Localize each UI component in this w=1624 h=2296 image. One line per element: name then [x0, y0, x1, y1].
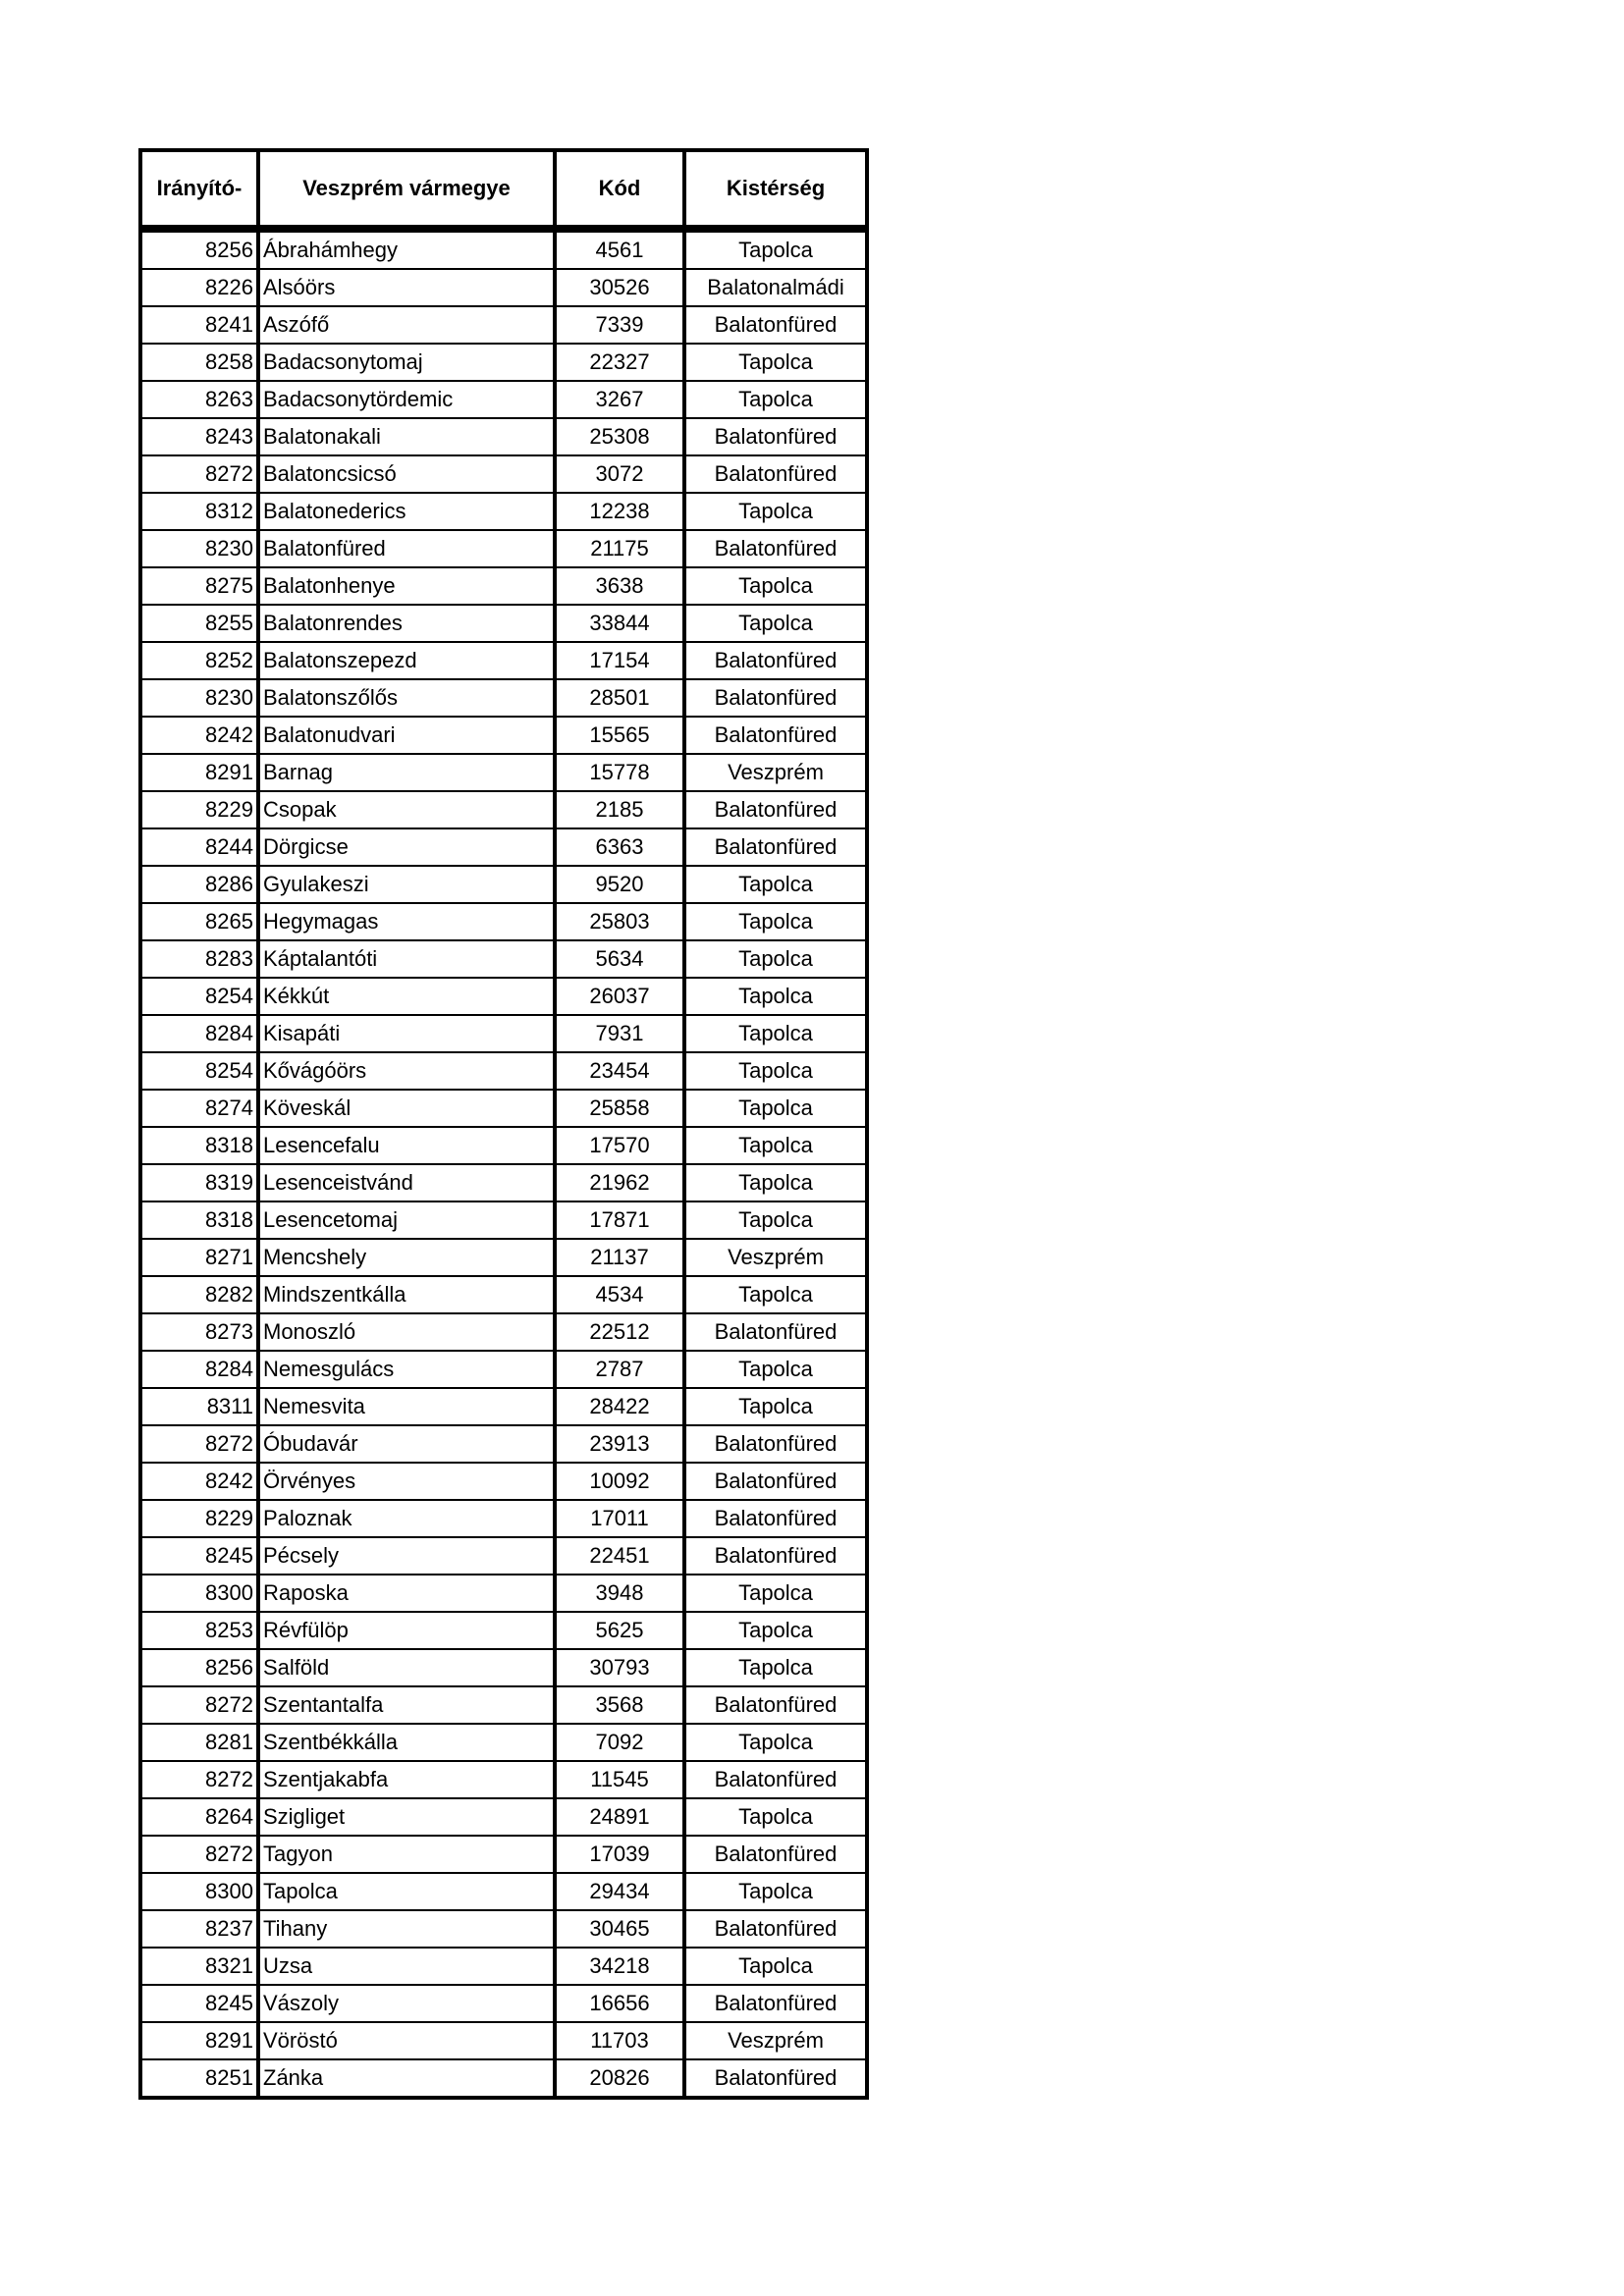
settlement-name-cell: Kővágóörs	[258, 1052, 555, 1090]
table-row	[140, 1761, 867, 1798]
table-row	[140, 530, 867, 567]
code-cell: 11545	[555, 1761, 684, 1798]
postal-code-cell: 8319	[140, 1164, 258, 1201]
postal-code-cell: 8291	[140, 754, 258, 791]
table-row	[140, 903, 867, 940]
settlement-name-cell: Dörgicse	[258, 828, 555, 866]
settlement-name-cell: Tagyon	[258, 1836, 555, 1873]
table-row	[140, 1537, 867, 1575]
table-row	[140, 940, 867, 978]
subregion-cell: Tapolca	[684, 866, 867, 903]
postal-code-cell: 8281	[140, 1724, 258, 1761]
subregion-cell: Tapolca	[684, 1276, 867, 1313]
settlement-name-cell: Badacsonytördemic	[258, 381, 555, 418]
subregion-cell: Tapolca	[684, 1090, 867, 1127]
code-cell: 21137	[555, 1239, 684, 1276]
table-body	[140, 229, 867, 2098]
subregion-cell: Balatonfüred	[684, 1836, 867, 1873]
postal-code-cell: 8265	[140, 903, 258, 940]
code-cell: 5634	[555, 940, 684, 978]
settlement-name-cell: Alsóörs	[258, 269, 555, 306]
postal-code-cell: 8312	[140, 493, 258, 530]
postal-code-cell: 8283	[140, 940, 258, 978]
code-cell: 10092	[555, 1463, 684, 1500]
code-cell: 26037	[555, 978, 684, 1015]
settlement-name-cell: Lesenceistvánd	[258, 1164, 555, 1201]
settlement-name-cell: Balatonfüred	[258, 530, 555, 567]
settlement-name-cell: Szentbékkálla	[258, 1724, 555, 1761]
settlement-name-cell: Barnag	[258, 754, 555, 791]
table-row	[140, 344, 867, 381]
postal-code-cell: 8275	[140, 567, 258, 605]
postal-code-cell: 8229	[140, 1500, 258, 1537]
postal-code-cell: 8226	[140, 269, 258, 306]
settlement-name-cell: Balatonrendes	[258, 605, 555, 642]
subregion-cell: Tapolca	[684, 229, 867, 269]
code-cell: 22512	[555, 1313, 684, 1351]
table-row	[140, 1836, 867, 1873]
postal-code-cell: 8274	[140, 1090, 258, 1127]
table-row	[140, 1985, 867, 2022]
subregion-cell: Balatonfüred	[684, 1761, 867, 1798]
settlement-name-cell: Szentantalfa	[258, 1686, 555, 1724]
settlement-name-cell: Balatonszőlős	[258, 679, 555, 717]
code-cell: 23454	[555, 1052, 684, 1090]
subregion-cell: Tapolca	[684, 940, 867, 978]
subregion-cell: Tapolca	[684, 1388, 867, 1425]
code-cell: 2185	[555, 791, 684, 828]
table-row	[140, 1686, 867, 1724]
subregion-cell: Tapolca	[684, 1164, 867, 1201]
subregion-cell: Balatonalmádi	[684, 269, 867, 306]
settlement-name-cell: Hegymagas	[258, 903, 555, 940]
table-row	[140, 1948, 867, 1985]
postal-code-cell: 8230	[140, 530, 258, 567]
code-cell: 30793	[555, 1649, 684, 1686]
postal-code-cell: 8284	[140, 1015, 258, 1052]
subregion-cell: Tapolca	[684, 344, 867, 381]
settlement-name-cell: Vöröstó	[258, 2022, 555, 2059]
postal-code-cell: 8255	[140, 605, 258, 642]
code-cell: 12238	[555, 493, 684, 530]
settlement-name-cell: Örvényes	[258, 1463, 555, 1500]
table-row	[140, 1463, 867, 1500]
table-row	[140, 1388, 867, 1425]
settlement-name-cell: Óbudavár	[258, 1425, 555, 1463]
settlement-name-cell: Káptalantóti	[258, 940, 555, 978]
table-row	[140, 567, 867, 605]
table-row	[140, 717, 867, 754]
table-row	[140, 1090, 867, 1127]
code-cell: 22327	[555, 344, 684, 381]
code-cell: 15778	[555, 754, 684, 791]
table-row	[140, 418, 867, 455]
table-row	[140, 1201, 867, 1239]
table-row	[140, 1649, 867, 1686]
subregion-cell: Veszprém	[684, 2022, 867, 2059]
settlement-name-cell: Lesencetomaj	[258, 1201, 555, 1239]
postal-code-cell: 8300	[140, 1873, 258, 1910]
settlement-name-cell: Balatonudvari	[258, 717, 555, 754]
postal-code-cell: 8256	[140, 229, 258, 269]
table-row	[140, 229, 867, 269]
table-row	[140, 866, 867, 903]
code-cell: 15565	[555, 717, 684, 754]
table-row	[140, 1724, 867, 1761]
table-row	[140, 1015, 867, 1052]
code-cell: 17154	[555, 642, 684, 679]
postal-code-cell: 8286	[140, 866, 258, 903]
code-cell: 25803	[555, 903, 684, 940]
postal-code-cell: 8254	[140, 1052, 258, 1090]
settlement-name-cell: Uzsa	[258, 1948, 555, 1985]
table-row	[140, 455, 867, 493]
settlement-name-cell: Tihany	[258, 1910, 555, 1948]
subregion-cell: Tapolca	[684, 567, 867, 605]
settlement-name-cell: Badacsonytomaj	[258, 344, 555, 381]
postal-code-cell: 8258	[140, 344, 258, 381]
code-cell: 6363	[555, 828, 684, 866]
postal-code-cell: 8245	[140, 1537, 258, 1575]
settlement-name-cell: Tapolca	[258, 1873, 555, 1910]
settlement-name-cell: Szentjakabfa	[258, 1761, 555, 1798]
table-row	[140, 1351, 867, 1388]
subregion-cell: Tapolca	[684, 1351, 867, 1388]
code-cell: 16656	[555, 1985, 684, 2022]
table-row	[140, 791, 867, 828]
settlement-table-container	[138, 148, 869, 2100]
table-row	[140, 381, 867, 418]
settlement-name-cell: Balatonszepezd	[258, 642, 555, 679]
settlement-name-cell: Kisapáti	[258, 1015, 555, 1052]
code-cell: 3072	[555, 455, 684, 493]
table-row	[140, 1164, 867, 1201]
postal-code-cell: 8264	[140, 1798, 258, 1836]
code-cell: 23913	[555, 1425, 684, 1463]
subregion-cell: Tapolca	[684, 381, 867, 418]
postal-code-cell: 8300	[140, 1575, 258, 1612]
table-row	[140, 754, 867, 791]
postal-code-cell: 8245	[140, 1985, 258, 2022]
settlement-name-cell: Aszófő	[258, 306, 555, 344]
table-row	[140, 1910, 867, 1948]
subregion-cell: Balatonfüred	[684, 530, 867, 567]
subregion-cell: Veszprém	[684, 754, 867, 791]
settlement-name-cell: Balatonederics	[258, 493, 555, 530]
subregion-cell: Balatonfüred	[684, 1313, 867, 1351]
subregion-cell: Tapolca	[684, 605, 867, 642]
postal-code-cell: 8282	[140, 1276, 258, 1313]
settlement-name-cell: Balatonhenye	[258, 567, 555, 605]
code-cell: 21962	[555, 1164, 684, 1201]
postal-code-cell: 8271	[140, 1239, 258, 1276]
subregion-cell: Tapolca	[684, 978, 867, 1015]
settlement-name-cell: Balatonakali	[258, 418, 555, 455]
settlement-name-cell: Gyulakeszi	[258, 866, 555, 903]
postal-code-cell: 8272	[140, 455, 258, 493]
code-cell: 4534	[555, 1276, 684, 1313]
table-row	[140, 1239, 867, 1276]
subregion-cell: Balatonfüred	[684, 418, 867, 455]
table-row	[140, 1276, 867, 1313]
code-cell: 3568	[555, 1686, 684, 1724]
code-cell: 4561	[555, 229, 684, 269]
table-row	[140, 269, 867, 306]
code-cell: 28501	[555, 679, 684, 717]
code-cell: 17039	[555, 1836, 684, 1873]
postal-code-cell: 8291	[140, 2022, 258, 2059]
settlement-name-cell: Mencshely	[258, 1239, 555, 1276]
subregion-cell: Tapolca	[684, 1948, 867, 1985]
postal-code-cell: 8321	[140, 1948, 258, 1985]
postal-code-cell: 8254	[140, 978, 258, 1015]
table-row	[140, 1575, 867, 1612]
subregion-cell: Tapolca	[684, 1052, 867, 1090]
code-cell: 11703	[555, 2022, 684, 2059]
code-cell: 33844	[555, 605, 684, 642]
postal-code-cell: 8256	[140, 1649, 258, 1686]
code-cell: 3267	[555, 381, 684, 418]
postal-code-cell: 8253	[140, 1612, 258, 1649]
code-cell: 22451	[555, 1537, 684, 1575]
table-row	[140, 2022, 867, 2059]
header-subregion: Kistérség	[684, 150, 867, 229]
header-row	[140, 150, 867, 229]
subregion-cell: Balatonfüred	[684, 1425, 867, 1463]
settlement-name-cell: Csopak	[258, 791, 555, 828]
code-cell: 28422	[555, 1388, 684, 1425]
table-row	[140, 493, 867, 530]
settlement-table	[138, 148, 869, 2100]
settlement-name-cell: Szigliget	[258, 1798, 555, 1836]
settlement-name-cell: Monoszló	[258, 1313, 555, 1351]
settlement-name-cell: Kékkút	[258, 978, 555, 1015]
table-row	[140, 1873, 867, 1910]
code-cell: 2787	[555, 1351, 684, 1388]
settlement-name-cell: Balatoncsicsó	[258, 455, 555, 493]
code-cell: 34218	[555, 1948, 684, 1985]
code-cell: 17570	[555, 1127, 684, 1164]
postal-code-cell: 8243	[140, 418, 258, 455]
table-row	[140, 1500, 867, 1537]
code-cell: 3638	[555, 567, 684, 605]
header-postal-code: Irányító-	[140, 150, 258, 229]
postal-code-cell: 8318	[140, 1201, 258, 1239]
subregion-cell: Tapolca	[684, 903, 867, 940]
subregion-cell: Tapolca	[684, 1201, 867, 1239]
subregion-cell: Balatonfüred	[684, 679, 867, 717]
table-row	[140, 1425, 867, 1463]
subregion-cell: Balatonfüred	[684, 306, 867, 344]
subregion-cell: Veszprém	[684, 1239, 867, 1276]
table-row	[140, 1313, 867, 1351]
table-row	[140, 828, 867, 866]
code-cell: 25308	[555, 418, 684, 455]
table-row	[140, 978, 867, 1015]
table-row	[140, 642, 867, 679]
settlement-name-cell: Paloznak	[258, 1500, 555, 1537]
postal-code-cell: 8242	[140, 717, 258, 754]
code-cell: 7339	[555, 306, 684, 344]
subregion-cell: Tapolca	[684, 1798, 867, 1836]
postal-code-cell: 8311	[140, 1388, 258, 1425]
subregion-cell: Balatonfüred	[684, 717, 867, 754]
subregion-cell: Balatonfüred	[684, 1463, 867, 1500]
code-cell: 21175	[555, 530, 684, 567]
postal-code-cell: 8244	[140, 828, 258, 866]
code-cell: 29434	[555, 1873, 684, 1910]
subregion-cell: Balatonfüred	[684, 828, 867, 866]
settlement-name-cell: Zánka	[258, 2059, 555, 2098]
settlement-name-cell: Raposka	[258, 1575, 555, 1612]
code-cell: 17011	[555, 1500, 684, 1537]
postal-code-cell: 8273	[140, 1313, 258, 1351]
code-cell: 7092	[555, 1724, 684, 1761]
code-cell: 7931	[555, 1015, 684, 1052]
postal-code-cell: 8272	[140, 1686, 258, 1724]
subregion-cell: Balatonfüred	[684, 642, 867, 679]
postal-code-cell: 8237	[140, 1910, 258, 1948]
table-row	[140, 1127, 867, 1164]
table-row	[140, 306, 867, 344]
subregion-cell: Tapolca	[684, 1724, 867, 1761]
settlement-name-cell: Salföld	[258, 1649, 555, 1686]
postal-code-cell: 8230	[140, 679, 258, 717]
code-cell: 17871	[555, 1201, 684, 1239]
subregion-cell: Balatonfüred	[684, 791, 867, 828]
header-code: Kód	[555, 150, 684, 229]
code-cell: 9520	[555, 866, 684, 903]
code-cell: 5625	[555, 1612, 684, 1649]
postal-code-cell: 8251	[140, 2059, 258, 2098]
subregion-cell: Tapolca	[684, 1575, 867, 1612]
header-settlement: Veszprém vármegye	[258, 150, 555, 229]
settlement-name-cell: Ábrahámhegy	[258, 229, 555, 269]
postal-code-cell: 8241	[140, 306, 258, 344]
subregion-cell: Tapolca	[684, 1612, 867, 1649]
settlement-name-cell: Lesencefalu	[258, 1127, 555, 1164]
settlement-name-cell: Vászoly	[258, 1985, 555, 2022]
subregion-cell: Tapolca	[684, 1649, 867, 1686]
code-cell: 3948	[555, 1575, 684, 1612]
code-cell: 20826	[555, 2059, 684, 2098]
subregion-cell: Tapolca	[684, 1015, 867, 1052]
subregion-cell: Tapolca	[684, 1873, 867, 1910]
code-cell: 30465	[555, 1910, 684, 1948]
settlement-name-cell: Nemesvita	[258, 1388, 555, 1425]
settlement-name-cell: Pécsely	[258, 1537, 555, 1575]
code-cell: 25858	[555, 1090, 684, 1127]
subregion-cell: Tapolca	[684, 493, 867, 530]
postal-code-cell: 8272	[140, 1425, 258, 1463]
settlement-name-cell: Mindszentkálla	[258, 1276, 555, 1313]
code-cell: 30526	[555, 269, 684, 306]
postal-code-cell: 8272	[140, 1761, 258, 1798]
table-row	[140, 2059, 867, 2098]
postal-code-cell: 8318	[140, 1127, 258, 1164]
postal-code-cell: 8263	[140, 381, 258, 418]
subregion-cell: Balatonfüred	[684, 2059, 867, 2098]
settlement-name-cell: Révfülöp	[258, 1612, 555, 1649]
subregion-cell: Balatonfüred	[684, 1985, 867, 2022]
subregion-cell: Balatonfüred	[684, 1500, 867, 1537]
table-row	[140, 679, 867, 717]
subregion-cell: Balatonfüred	[684, 1910, 867, 1948]
postal-code-cell: 8242	[140, 1463, 258, 1500]
postal-code-cell: 8284	[140, 1351, 258, 1388]
code-cell: 24891	[555, 1798, 684, 1836]
subregion-cell: Balatonfüred	[684, 1537, 867, 1575]
settlement-name-cell: Nemesgulács	[258, 1351, 555, 1388]
postal-code-cell: 8272	[140, 1836, 258, 1873]
postal-code-cell: 8252	[140, 642, 258, 679]
settlement-name-cell: Köveskál	[258, 1090, 555, 1127]
subregion-cell: Balatonfüred	[684, 1686, 867, 1724]
postal-code-cell: 8229	[140, 791, 258, 828]
table-row	[140, 605, 867, 642]
table-row	[140, 1798, 867, 1836]
table-row	[140, 1612, 867, 1649]
subregion-cell: Balatonfüred	[684, 455, 867, 493]
subregion-cell: Tapolca	[684, 1127, 867, 1164]
table-row	[140, 1052, 867, 1090]
